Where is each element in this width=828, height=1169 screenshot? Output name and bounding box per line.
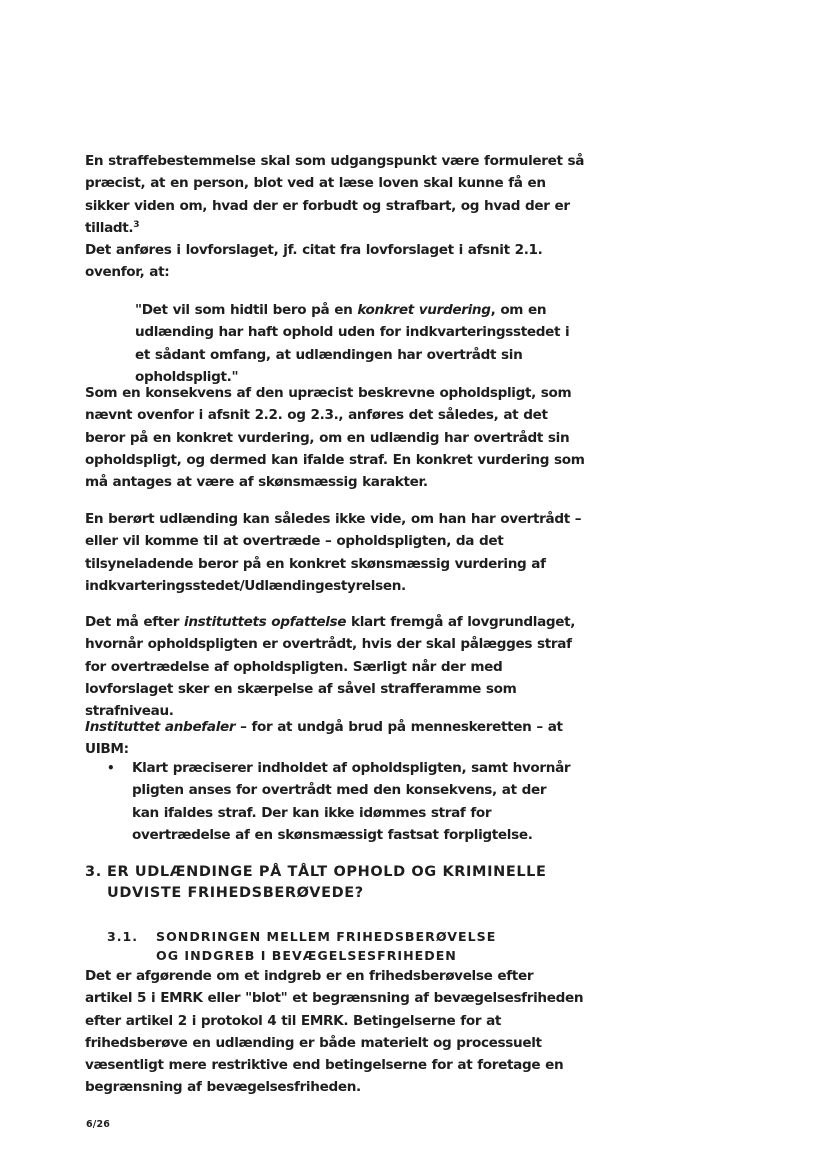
paragraph-emphasis: instituttets opfattelse	[184, 614, 347, 630]
list-item: Klart præciserer indholdet af opholdspligten, samt hvornår pligten anses for overtrådt med den konsekvens, at der kan ifaldes straf. Der kan ikke idømmes straf for overtrædelse af en skønsmæssigt fastsat forpligtelse.	[132, 760, 571, 843]
block-quote	[135, 299, 575, 388]
paragraph-text: En straffebestemmelse skal som udgangspunkt være formuleret så præcist, at en person, blot ved at læse loven skal kunne få en sikker viden om, hvad der er forbudt og strafbart, og hvad der er tilladt.	[85, 153, 585, 236]
bullet-icon: •	[107, 761, 115, 775]
paragraph-emphasis: Instituttet anbefaler	[85, 719, 236, 735]
paragraph-lovforslag-intro: Det anføres i lovforslaget, jf. citat fra lovforslaget i afsnit 2.1. ovenfor, at:	[85, 242, 543, 281]
paragraph-deprivation-vs-restriction: Det er afgørende om et indgreb er en frihedsberøvelse efter artikel 5 i EMRK eller "blot" et begrænsning af bevægelsesfriheden efter artikel 2 i protokol 4 til EMRK. Betingelserne for at frihedsberøve en udlænding er både materielt og processuelt væsentligt mere restriktive end betingelserne for at foretage en begrænsning af bevægelsesfriheden.	[85, 968, 584, 1096]
quote-emphasis: konkret vurdering	[357, 302, 491, 318]
paragraph-text: Det må efter	[85, 614, 185, 630]
paragraph-text: – for at undgå brud på menneskeretten – at UIBM:	[85, 719, 563, 758]
paragraph-consequence: Som en konsekvens af den upræcist beskrevne opholdspligt, som nævnt ovenfor i afsnit 2.2. og 2.3., anføres det således, at det beror på en konkret vurdering, om en udlændig har overtrådt sin opholdspligt, og dermed kan ifalde straf. En konkret vurdering som må antages at være af skønsmæssig karakter.	[85, 385, 585, 491]
paragraph-institute-opinion	[85, 611, 585, 722]
paragraph-affected-foreigner: En berørt udlænding kan således ikke vide, om han har overtrådt –eller vil komme til at overtræde – opholdspligten, da det tilsyneladende beror på en konkret skønsmæssig vurdering af indkvarteringsstedet/Udlændingestyrelsen.	[85, 511, 582, 594]
quote-text: "Det vil som hidtil bero på en	[135, 302, 358, 318]
footnote-reference[interactable]: 3	[133, 219, 140, 230]
page-number: 6/26	[86, 1119, 111, 1130]
section-title: ER UDLÆNDINGE PÅ TÅLT OPHOLD OG KRIMINELLE UDVISTE FRIHEDSBERØVEDE?	[107, 864, 547, 901]
paragraph-recommendation-intro	[85, 716, 585, 761]
subsection-number: 3.1.	[107, 929, 139, 944]
paragraph-legality-principle	[85, 150, 585, 239]
section-number: 3.	[85, 864, 102, 880]
paragraph-text: klart fremgå af lovgrundlaget, hvornår opholdspligten er overtrådt, hvis der skal pålægges straf for overtrædelse af opholdspligten. Særligt når der med lovforslaget sker en skærpelse af såvel strafferamme som strafniveau.	[85, 614, 576, 720]
subsection-title: SONDRINGEN MELLEM FRIHEDSBERØVELSE OG INDGREB I BEVÆGELSESFRIHEDEN	[156, 929, 497, 963]
quote-text: , om en udlænding har haft ophold uden for indkvarteringsstedet i et sådant omfang, at udlændingen har overtrådt sin opholdspligt."	[135, 302, 570, 385]
